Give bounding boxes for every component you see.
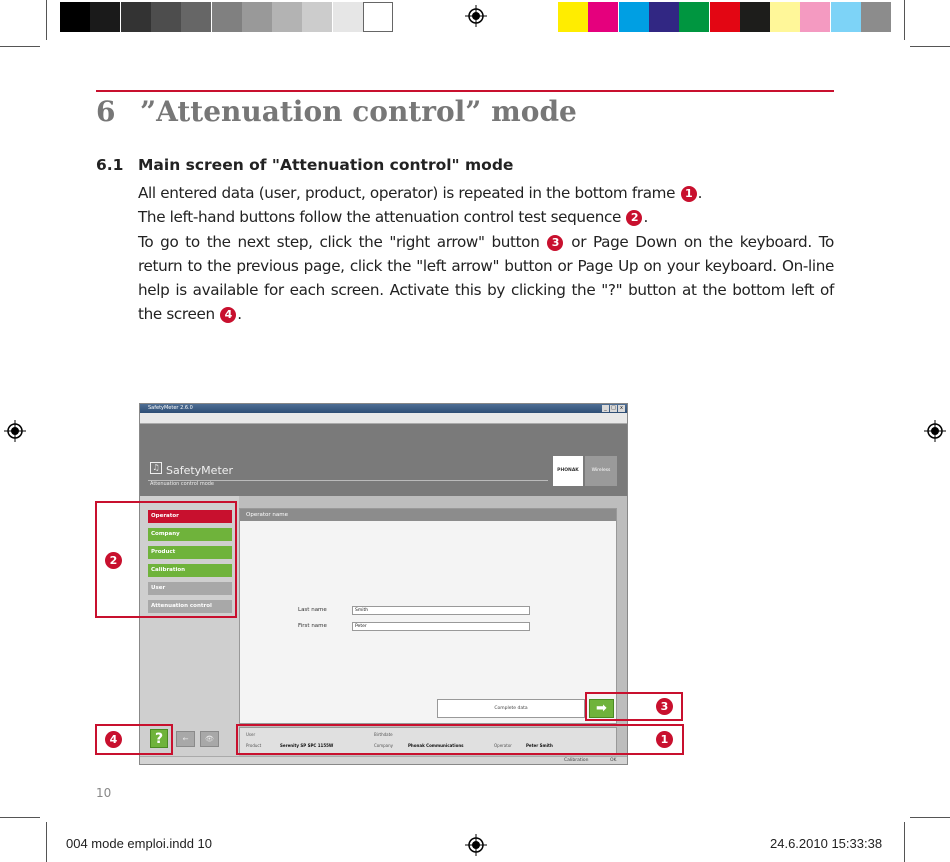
chapter-number: 6 — [96, 95, 116, 128]
status-value: OK — [610, 758, 617, 763]
color-swatch — [679, 2, 709, 32]
first-name-input[interactable]: Peter — [352, 622, 530, 631]
nav-item[interactable]: User — [148, 582, 232, 595]
safetymeter-logo-icon: ♫ — [150, 462, 162, 474]
operator-value: Peter Smith — [526, 743, 553, 748]
eye-icon: 👁 — [205, 735, 214, 743]
registration-mark-icon — [924, 420, 946, 442]
paragraph — [138, 230, 834, 327]
brand-name: SafetyMeter — [166, 464, 234, 477]
gray-swatch — [242, 2, 272, 32]
window-title: SafetyMeter 2.6.0 — [148, 405, 193, 411]
minimize-icon[interactable]: _ — [602, 405, 609, 412]
text: All entered data (user, product, operator) is repeated in the bottom frame — [138, 184, 676, 202]
nav-item[interactable]: Calibration — [148, 564, 232, 577]
color-swatch — [588, 2, 618, 32]
marker-4-icon: 4 — [220, 307, 236, 323]
text: To go to the next step, click the "right arrow" button — [138, 232, 540, 251]
gray-swatch — [212, 2, 242, 32]
status-label: Calibration — [564, 758, 589, 763]
close-icon[interactable]: x — [618, 405, 625, 412]
left-arrow-icon: ← — [182, 735, 189, 743]
view-button[interactable] — [200, 731, 219, 747]
nav-item[interactable]: Product — [148, 546, 232, 559]
user-label: User — [246, 732, 256, 737]
color-swatch — [800, 2, 830, 32]
wireless-logo: Wireless — [585, 456, 617, 486]
callout-1: 1 — [656, 731, 673, 748]
menu-bar — [140, 413, 627, 424]
text: . — [697, 184, 703, 202]
question-mark-icon: ? — [154, 731, 164, 747]
gray-swatch — [333, 2, 363, 32]
product-value: Serenity SP SPC 1155W — [280, 743, 334, 748]
paragraph — [138, 181, 834, 205]
complete-data-button[interactable]: Complete data — [437, 699, 585, 718]
registration-mark-icon — [465, 5, 487, 27]
color-swatch — [831, 2, 861, 32]
slug-date: 24.6.2010 15:33:38 — [770, 836, 883, 851]
registration-mark-icon — [4, 420, 26, 442]
mode-label: Attenuation control mode — [150, 481, 214, 487]
color-swatch — [558, 2, 588, 32]
text: . — [643, 208, 648, 227]
callout-4: 4 — [105, 731, 122, 748]
callout-frame-1 — [236, 724, 684, 755]
crop-mark — [0, 46, 40, 47]
text: The left-hand buttons follow the attenuation control test sequence — [138, 208, 621, 227]
operator-label: Operator — [494, 743, 512, 748]
chapter-title-text: ”Attenuation control” mode — [140, 95, 577, 128]
crop-mark — [910, 817, 950, 818]
crop-mark — [46, 822, 47, 862]
nav-item[interactable]: Attenuation control — [148, 600, 232, 613]
window-titlebar — [140, 404, 627, 413]
color-swatch — [770, 2, 800, 32]
phonak-logo: PHONAK — [553, 456, 583, 486]
section-title — [96, 156, 513, 174]
page-number: 10 — [96, 786, 112, 800]
marker-2-icon: 2 — [626, 210, 642, 226]
right-arrow-icon: ➡ — [596, 701, 607, 716]
paragraph — [138, 205, 834, 229]
window-controls — [602, 405, 625, 412]
first-name-label: First name — [298, 623, 327, 629]
chapter-rule — [96, 90, 834, 92]
chapter-title — [96, 95, 577, 128]
maximize-icon[interactable]: □ — [611, 405, 616, 411]
company-value: Phonak Communications — [408, 743, 464, 748]
gray-swatch — [302, 2, 332, 32]
color-swatch — [740, 2, 770, 32]
company-label: Company — [374, 743, 394, 748]
gray-swatch — [272, 2, 302, 32]
nav-item[interactable]: Operator — [148, 510, 232, 523]
status-bar — [140, 756, 627, 765]
prev-button[interactable] — [176, 731, 195, 747]
crop-mark — [904, 0, 905, 40]
gray-swatch — [181, 2, 211, 32]
slug-file: 004 mode emploi.indd 10 — [66, 836, 212, 851]
product-label: Product — [246, 743, 262, 748]
birthdate-label: Birthdate — [374, 732, 393, 737]
app-banner — [140, 424, 627, 496]
registration-mark-icon — [465, 834, 487, 856]
crop-mark — [46, 0, 47, 40]
section-number: 6.1 — [96, 156, 124, 174]
gray-swatch — [60, 2, 90, 32]
crop-mark — [904, 822, 905, 862]
text: or Page Down on the keyboard. To return to the previous page, click the "left arrow" button or Page Up on your keyboard. On-line help is available for each screen. Activate this by clicking the "?" button at the bottom left of the screen — [138, 232, 835, 324]
panel-title: Operator name — [240, 509, 616, 521]
section-title-text: Main screen of "Attenuation control" mode — [138, 156, 514, 174]
color-swatch — [649, 2, 679, 32]
body-text — [138, 181, 834, 327]
last-name-label: Last name — [298, 607, 327, 613]
callout-3: 3 — [656, 698, 673, 715]
gray-swatch — [151, 2, 181, 32]
gray-swatch — [363, 2, 393, 32]
marker-1-icon: 1 — [681, 186, 697, 202]
gray-swatch — [121, 2, 151, 32]
nav-item[interactable]: Company — [148, 528, 232, 541]
crop-mark — [910, 46, 950, 47]
last-name-input[interactable]: Smith — [352, 606, 530, 615]
marker-3-icon: 3 — [547, 235, 563, 251]
gray-swatch — [90, 2, 120, 32]
text: . — [237, 305, 242, 324]
color-swatch — [861, 2, 891, 32]
color-swatch — [619, 2, 649, 32]
operator-panel — [239, 508, 617, 724]
crop-mark — [0, 817, 40, 818]
color-swatch — [710, 2, 740, 32]
callout-2: 2 — [105, 552, 122, 569]
